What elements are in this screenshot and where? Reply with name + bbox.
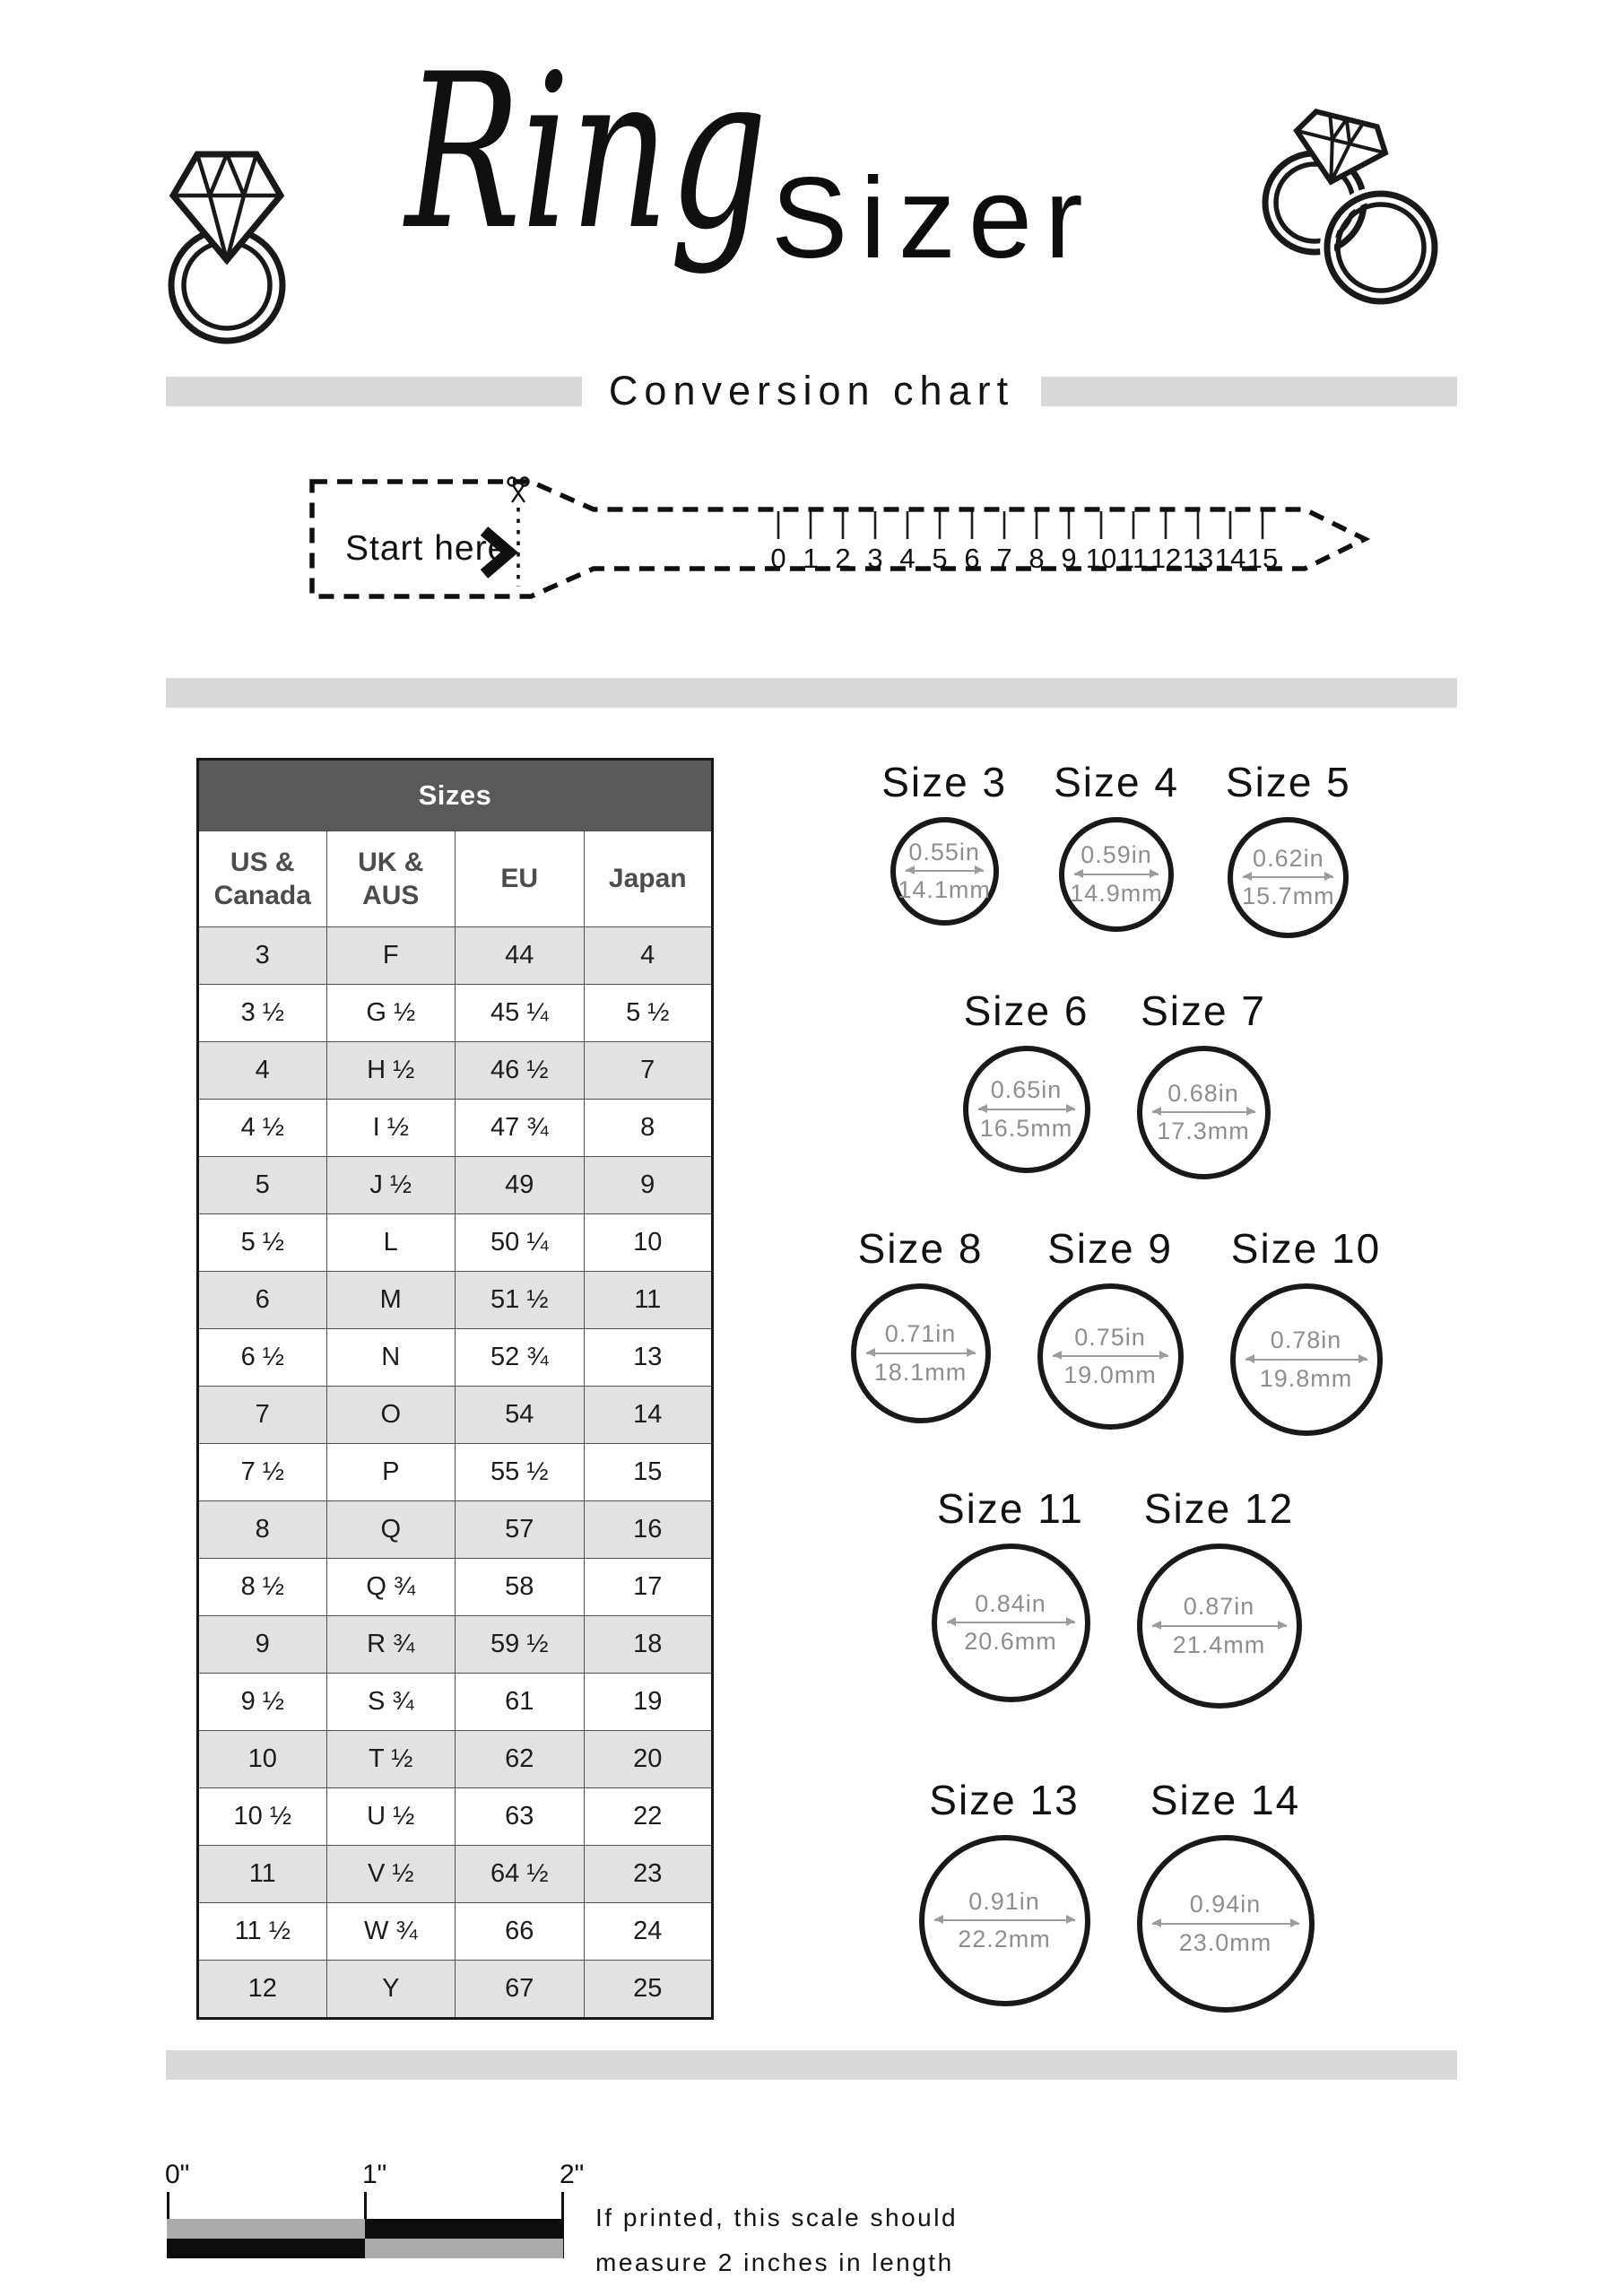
table-row bbox=[198, 1272, 713, 1329]
ruler-tick-label: 2 bbox=[835, 543, 851, 574]
table-cell: 66 bbox=[456, 1903, 585, 1961]
table-cell: 51 ½ bbox=[456, 1272, 585, 1329]
table-cell: Q ¾ bbox=[326, 1559, 456, 1616]
table-cell: 16 bbox=[584, 1501, 713, 1559]
table-row bbox=[198, 1903, 713, 1961]
table-cell: 57 bbox=[456, 1501, 585, 1559]
table-cell: 14 bbox=[584, 1387, 713, 1444]
table-cell: 12 bbox=[198, 1961, 327, 2019]
ring-size-title: Size 5 bbox=[1225, 759, 1351, 805]
table-cell: O bbox=[326, 1387, 456, 1444]
scale-segment bbox=[167, 2219, 365, 2239]
table-cell: 22 bbox=[584, 1788, 713, 1846]
ring-size-title: Size 6 bbox=[963, 987, 1089, 1034]
ruler-tick-label: 5 bbox=[932, 543, 948, 574]
table-row bbox=[198, 1042, 713, 1100]
diameter-arrow-icon bbox=[1245, 1359, 1367, 1361]
table-cell: 45 ¼ bbox=[456, 985, 585, 1042]
table-cell: 13 bbox=[584, 1329, 713, 1387]
table-cell: 6 bbox=[198, 1272, 327, 1329]
diameter-mm: 15.7mm bbox=[1242, 883, 1335, 909]
table-cell: 11 ½ bbox=[198, 1903, 327, 1961]
table-cell: 5 bbox=[198, 1157, 327, 1214]
diameter-arrow-icon bbox=[906, 870, 984, 872]
diamond-ring-icon bbox=[133, 135, 321, 359]
scale-label-1in: 1" bbox=[362, 2160, 387, 2189]
table-cell: R ¾ bbox=[326, 1616, 456, 1674]
table-cell: 7 ½ bbox=[198, 1444, 327, 1501]
table-cell: P bbox=[326, 1444, 456, 1501]
diameter-arrow-icon bbox=[866, 1352, 976, 1354]
table-cell: 18 bbox=[584, 1616, 713, 1674]
table-cell: Y bbox=[326, 1961, 456, 2019]
table-row bbox=[198, 1674, 713, 1731]
table-cell: 3 bbox=[198, 927, 327, 985]
table-cell: 6 ½ bbox=[198, 1329, 327, 1387]
ring-size-circle bbox=[1137, 1046, 1271, 1179]
ring-size-title: Size 8 bbox=[857, 1225, 984, 1272]
diameter-inches: 0.91in bbox=[968, 1887, 1040, 1915]
ring-size-circle bbox=[1137, 1835, 1315, 2013]
diameter-arrow-icon bbox=[1243, 876, 1333, 878]
diameter-inches: 0.68in bbox=[1167, 1079, 1239, 1107]
ring-size-title: Size 9 bbox=[1047, 1225, 1173, 1272]
table-cell: 61 bbox=[456, 1674, 585, 1731]
diameter-mm: 20.6mm bbox=[964, 1628, 1057, 1655]
table-cell: 11 bbox=[198, 1846, 327, 1903]
table-cell: 54 bbox=[456, 1387, 585, 1444]
ruler-tick-label: 8 bbox=[1028, 543, 1045, 574]
table-cell: 50 ¼ bbox=[456, 1214, 585, 1272]
ring-size-card bbox=[1037, 1224, 1184, 1430]
subtitle: Conversion chart bbox=[608, 368, 1015, 413]
ring-size-circle bbox=[1228, 817, 1349, 938]
ring-size-card bbox=[1137, 1484, 1302, 1709]
diameter-mm: 22.2mm bbox=[958, 1926, 1051, 1952]
ruler-tick-label: 13 bbox=[1182, 543, 1214, 574]
print-scale bbox=[167, 2160, 1332, 2294]
table-cell: 47 ¾ bbox=[456, 1100, 585, 1157]
ring-size-card bbox=[1054, 758, 1179, 932]
column-header-us-canada: US & Canada bbox=[198, 831, 327, 927]
table-row bbox=[198, 1329, 713, 1387]
table-cell: 10 bbox=[198, 1731, 327, 1788]
table-cell: 25 bbox=[584, 1961, 713, 2019]
ruler-tick-label: 15 bbox=[1246, 543, 1279, 574]
print-scale-note-line2: measure 2 inches in length bbox=[595, 2248, 954, 2277]
ruler-tick-label: 3 bbox=[867, 543, 883, 574]
table-row bbox=[198, 985, 713, 1042]
table-row bbox=[198, 1961, 713, 2019]
column-header-uk-aus: UK & AUS bbox=[326, 831, 456, 927]
ruler-tick-label: 12 bbox=[1150, 543, 1182, 574]
ring-size-title: Size 12 bbox=[1143, 1485, 1295, 1532]
diameter-inches: 0.59in bbox=[1081, 841, 1152, 869]
diameter-mm: 16.5mm bbox=[979, 1114, 1073, 1142]
table-row bbox=[198, 1731, 713, 1788]
diameter-inches: 0.75in bbox=[1074, 1323, 1146, 1351]
table-cell: 9 bbox=[198, 1616, 327, 1674]
ring-size-circle bbox=[919, 1835, 1090, 2006]
table-cell: J ½ bbox=[326, 1157, 456, 1214]
table-cell: 9 bbox=[584, 1157, 713, 1214]
ruler-tick-label: 6 bbox=[964, 543, 980, 574]
diameter-mm: 19.8mm bbox=[1259, 1364, 1353, 1392]
ring-size-title: Size 11 bbox=[936, 1485, 1085, 1532]
diameter-arrow-icon bbox=[1074, 874, 1159, 875]
scale-segment bbox=[167, 2239, 365, 2258]
ring-size-card bbox=[1137, 1776, 1315, 2013]
page-title-script: Ring bbox=[405, 29, 768, 277]
diameter-mm: 14.9mm bbox=[1070, 879, 1163, 907]
table-cell: 59 ½ bbox=[456, 1616, 585, 1674]
table-cell: 20 bbox=[584, 1731, 713, 1788]
table-row bbox=[198, 1501, 713, 1559]
table-cell: 3 ½ bbox=[198, 985, 327, 1042]
table-row bbox=[198, 1214, 713, 1272]
table-cell: V ½ bbox=[326, 1846, 456, 1903]
ring-size-circle bbox=[1137, 1544, 1302, 1709]
diameter-arrow-icon bbox=[1152, 1625, 1287, 1627]
table-title-row bbox=[198, 760, 713, 831]
table-cell: 10 bbox=[584, 1214, 713, 1272]
table-cell: 15 bbox=[584, 1444, 713, 1501]
ring-size-card bbox=[919, 1776, 1090, 2006]
diameter-mm: 23.0mm bbox=[1178, 1928, 1272, 1956]
table-cell: H ½ bbox=[326, 1042, 456, 1100]
table-cell: 9 ½ bbox=[198, 1674, 327, 1731]
diameter-inches: 0.87in bbox=[1183, 1593, 1255, 1621]
diameter-arrow-icon bbox=[934, 1919, 1075, 1921]
diameter-inches: 0.78in bbox=[1270, 1326, 1342, 1354]
ring-sizes-grid bbox=[744, 0, 1488, 2296]
table-row bbox=[198, 1788, 713, 1846]
ring-size-circle bbox=[963, 1046, 1090, 1173]
table-row bbox=[198, 1616, 713, 1674]
ruler-tick-label: 11 bbox=[1118, 543, 1149, 574]
diameter-inches: 0.71in bbox=[884, 1320, 957, 1348]
table-cell: 63 bbox=[456, 1788, 585, 1846]
scale-label-0in: 0" bbox=[165, 2160, 190, 2189]
ring-size-circle bbox=[890, 817, 999, 926]
table-cell: W ¾ bbox=[326, 1903, 456, 1961]
table-row bbox=[198, 1100, 713, 1157]
table-row bbox=[198, 927, 713, 985]
ring-size-circle bbox=[1230, 1283, 1383, 1436]
table-cell: 44 bbox=[456, 927, 585, 985]
ruler-tick-label: 0 bbox=[770, 543, 786, 574]
table-cell: Q bbox=[326, 1501, 456, 1559]
table-cell: 17 bbox=[584, 1559, 713, 1616]
diameter-inches: 0.55in bbox=[908, 838, 980, 865]
table-body bbox=[198, 927, 713, 2019]
diameter-inches: 0.65in bbox=[990, 1076, 1063, 1104]
table-cell: 4 ½ bbox=[198, 1100, 327, 1157]
ring-size-row bbox=[744, 1484, 1488, 1709]
table-cell: 62 bbox=[456, 1731, 585, 1788]
ruler-tick-label: 10 bbox=[1085, 543, 1117, 574]
table-cell: 11 bbox=[584, 1272, 713, 1329]
table-cell: 7 bbox=[584, 1042, 713, 1100]
ruler-tick-label: 9 bbox=[1061, 543, 1077, 574]
table-cell: 10 ½ bbox=[198, 1788, 327, 1846]
ring-size-row bbox=[744, 987, 1488, 1179]
table-cell: 4 bbox=[584, 927, 713, 985]
table-cell: 58 bbox=[456, 1559, 585, 1616]
ring-size-card bbox=[851, 1224, 991, 1423]
diameter-inches: 0.84in bbox=[975, 1589, 1046, 1617]
diameter-arrow-icon bbox=[1053, 1355, 1168, 1357]
ring-size-title: Size 7 bbox=[1141, 987, 1266, 1034]
ring-size-card bbox=[932, 1484, 1090, 1702]
table-cell: 8 bbox=[584, 1100, 713, 1157]
table-header-row bbox=[198, 831, 713, 927]
diameter-inches: 0.94in bbox=[1189, 1891, 1262, 1918]
table-cell: T ½ bbox=[326, 1731, 456, 1788]
table-cell: 46 ½ bbox=[456, 1042, 585, 1100]
ring-size-card bbox=[1230, 1224, 1383, 1436]
diameter-arrow-icon bbox=[978, 1109, 1075, 1110]
ring-size-card bbox=[881, 758, 1007, 926]
table-row bbox=[198, 1444, 713, 1501]
scale-tick bbox=[364, 2192, 367, 2219]
table-cell: 52 ¾ bbox=[456, 1329, 585, 1387]
table-cell: 49 bbox=[456, 1157, 585, 1214]
ring-size-title: Size 14 bbox=[1150, 1777, 1301, 1823]
scale-segment bbox=[365, 2219, 563, 2239]
ruler-tick-label: 14 bbox=[1214, 543, 1246, 574]
table-cell: L bbox=[326, 1214, 456, 1272]
ring-size-card bbox=[1137, 987, 1271, 1179]
diameter-arrow-icon bbox=[947, 1622, 1075, 1623]
ring-size-row bbox=[744, 758, 1488, 938]
ring-size-title: Size 10 bbox=[1230, 1225, 1382, 1272]
diameter-mm: 21.4mm bbox=[1172, 1631, 1266, 1658]
column-header-eu: EU bbox=[456, 831, 585, 927]
table-cell: 7 bbox=[198, 1387, 327, 1444]
table-cell: 4 bbox=[198, 1042, 327, 1100]
scale-segment bbox=[365, 2239, 563, 2258]
start-here-label: Start here bbox=[345, 529, 508, 568]
page-title: Sizer bbox=[771, 154, 1096, 283]
ring-size-circle bbox=[1037, 1283, 1184, 1430]
ruler-tick-label: 7 bbox=[996, 543, 1012, 574]
subtitle-left-bar bbox=[166, 377, 582, 406]
column-header-japan: Japan bbox=[584, 831, 713, 927]
table-cell: 55 ½ bbox=[456, 1444, 585, 1501]
conversion-table bbox=[196, 758, 714, 2020]
ruler-tick-label: 1 bbox=[803, 543, 819, 574]
ring-size-row bbox=[744, 1776, 1488, 2013]
table-cell: N bbox=[326, 1329, 456, 1387]
diameter-mm: 18.1mm bbox=[873, 1358, 968, 1386]
table-cell: 5 ½ bbox=[198, 1214, 327, 1272]
print-scale-note-line1: If printed, this scale should bbox=[595, 2204, 959, 2231]
diameter-mm: 14.1mm bbox=[898, 876, 991, 903]
diameter-inches: 0.62in bbox=[1253, 844, 1324, 872]
table-cell: F bbox=[326, 927, 456, 985]
ruler-tick-label: 4 bbox=[899, 543, 916, 574]
ring-size-card bbox=[1226, 758, 1351, 938]
scale-label-2in: 2" bbox=[560, 2160, 585, 2189]
ring-size-card bbox=[963, 987, 1090, 1173]
table-row bbox=[198, 1387, 713, 1444]
ring-size-row bbox=[744, 1224, 1488, 1436]
table-cell: M bbox=[326, 1272, 456, 1329]
ring-size-circle bbox=[851, 1283, 991, 1423]
table-cell: 67 bbox=[456, 1961, 585, 2019]
table-row bbox=[198, 1157, 713, 1214]
table-cell: 8 bbox=[198, 1501, 327, 1559]
table-cell: 5 ½ bbox=[584, 985, 713, 1042]
table-cell: I ½ bbox=[326, 1100, 456, 1157]
table-cell: 8 ½ bbox=[198, 1559, 327, 1616]
table-cell: U ½ bbox=[326, 1788, 456, 1846]
diameter-arrow-icon bbox=[1152, 1923, 1299, 1925]
diameter-mm: 17.3mm bbox=[1157, 1118, 1250, 1144]
table-cell: S ¾ bbox=[326, 1674, 456, 1731]
ring-size-title: Size 4 bbox=[1054, 759, 1179, 805]
scale-tick bbox=[167, 2192, 169, 2219]
table-row bbox=[198, 1846, 713, 1903]
table-cell: G ½ bbox=[326, 985, 456, 1042]
ring-size-circle bbox=[1059, 817, 1174, 932]
print-scale-note bbox=[595, 2196, 958, 2286]
diameter-mm: 19.0mm bbox=[1063, 1361, 1157, 1388]
table-cell: 23 bbox=[584, 1846, 713, 1903]
table-cell: 19 bbox=[584, 1674, 713, 1731]
table-row bbox=[198, 1559, 713, 1616]
ring-size-circle bbox=[932, 1544, 1090, 1702]
table-cell: 24 bbox=[584, 1903, 713, 1961]
ring-size-title: Size 13 bbox=[929, 1777, 1080, 1823]
diameter-arrow-icon bbox=[1152, 1111, 1255, 1113]
table-title: Sizes bbox=[198, 760, 713, 831]
ring-size-title: Size 3 bbox=[881, 759, 1008, 805]
table-cell: 64 ½ bbox=[456, 1846, 585, 1903]
